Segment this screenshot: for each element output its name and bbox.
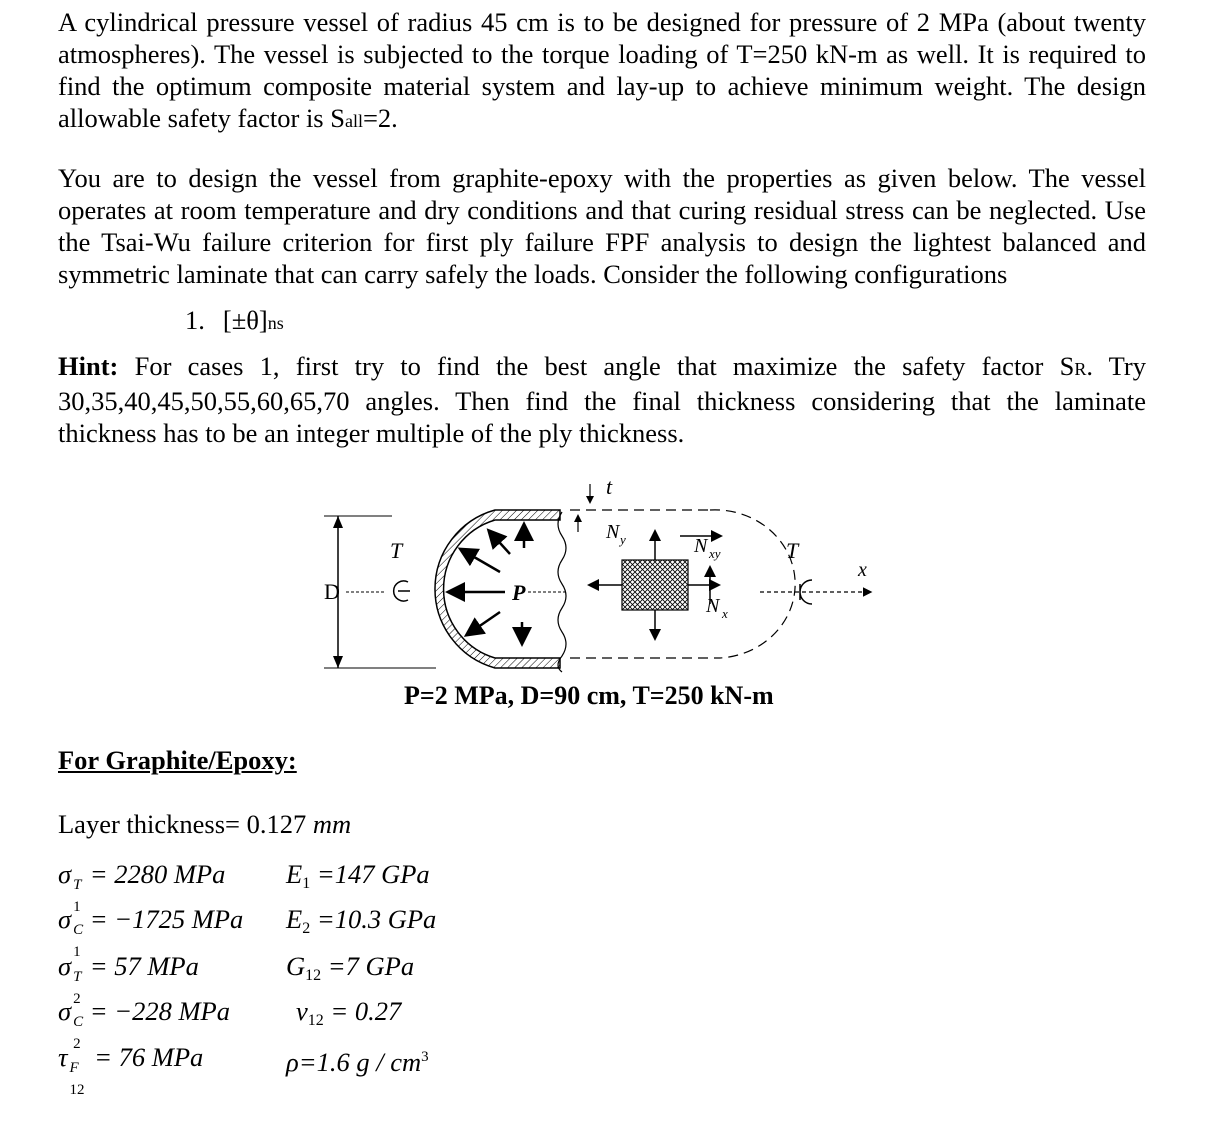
label-Nx-sub: x <box>722 606 728 621</box>
sigma1-compression: σ C 1 = −1725 MPa <box>58 904 244 960</box>
material-title: For Graphite/Epoxy: <box>58 745 297 775</box>
list-layup: [±θ] <box>222 305 268 335</box>
p1-sub: all <box>344 111 363 131</box>
label-D: D <box>324 579 340 604</box>
label-t: t <box>606 474 613 499</box>
problem-paragraph-2: You are to design the vessel from graphite-epoxy with the properties as given below. The vessel operates at room temperature and dry conditions and that curing residual stress can be neglected. Use the Tsai-Wu failure criterion for first ply failure FPF analysis to design the lightest balanced and symmetric laminate that can carry safely the loads. Consider the following configurations <box>58 163 1146 289</box>
E2-value: =10.3 GPa <box>316 904 437 934</box>
stress-element <box>622 560 688 610</box>
cylinder-right-end <box>710 510 795 658</box>
s2c-value: = −228 MPa <box>89 996 230 1026</box>
p1-text: A cylindrical pressure vessel of radius 45 cm is to be designed for pressure of 2 MPa (about twenty atmospheres). The vessel is subjected to the torque loading of T=250 kN-m as well. It is required to find the optimum composite material system and lay-up to achieve minimum weight. The design allowable safety factor is S <box>58 7 1146 133</box>
sigma2-compression: σ C 2 = −228 MPa <box>58 996 230 1052</box>
rho-value: =1.6 g / cm <box>298 1046 422 1077</box>
diameter-arrow-bottom <box>333 656 343 668</box>
problem-paragraph-1 <box>58 6 1146 137</box>
modulus-E2: E2 =10.3 GPa <box>286 904 437 937</box>
v12-value: = 0.27 <box>330 996 402 1026</box>
thickness-arrowhead-top <box>586 496 594 504</box>
configuration-item-1 <box>185 304 284 339</box>
s1c-value: = −1725 MPa <box>89 904 244 934</box>
layer-thickness <box>58 808 351 840</box>
diagram-caption: P=2 MPa, D=90 cm, T=250 kN-m <box>404 681 774 710</box>
sigma1-tension: σ T 1 = 2280 MPa <box>58 859 226 915</box>
vessel-end-cap <box>435 510 560 668</box>
label-Nx: N <box>706 595 720 617</box>
thickness-arrowhead-bottom <box>574 514 582 522</box>
hint-sub: R <box>1074 359 1087 379</box>
list-sub: ns <box>267 313 284 333</box>
label-x: x <box>858 559 867 581</box>
poisson-v12: ν12 = 0.27 <box>296 996 402 1029</box>
t12-value: = 76 MPa <box>94 1042 204 1072</box>
torque-symbol-left <box>394 581 410 601</box>
hint-text-2: . Try 30,35,40,45,50,55,60,65,70 angles. Then find the final thickness considering that the laminate thickness has to be an integer multiple of the ply thickness. <box>58 351 1147 448</box>
modulus-G12: G12 =7 GPa <box>286 951 415 984</box>
density-rho: ρ=1.6 g / $cm^3$ <box>286 1046 429 1077</box>
s1t-value: = 2280 MPa <box>89 859 226 889</box>
label-T-right: T <box>786 538 799 563</box>
label-P: P <box>512 580 526 605</box>
G12-value: =7 GPa <box>327 951 415 981</box>
diameter-arrow-top <box>333 516 343 528</box>
modulus-E1: E1 =147 GPa <box>286 859 430 892</box>
rho-exponent: 3 <box>421 1049 429 1065</box>
layer-unit: mm <box>312 809 352 839</box>
label-Nxy: N <box>694 535 708 557</box>
label-T-left: T <box>390 538 403 563</box>
hint-paragraph <box>58 350 1146 449</box>
E1-value: =147 GPa <box>316 859 430 889</box>
label-Ny-sub: y <box>620 532 626 547</box>
tau12-shear: τ F 12 = 76 MPa <box>58 1042 204 1098</box>
label-Ny: N <box>606 521 620 543</box>
label-Nxy-sub: xy <box>709 546 721 561</box>
list-number: 1. <box>185 305 205 335</box>
s2t-value: = 57 MPa <box>89 951 199 981</box>
hint-label: Hint: <box>58 351 119 381</box>
pressure-vessel-diagram <box>300 472 900 682</box>
sigma2-tension: σ T 2 = 57 MPa <box>58 951 199 1007</box>
hint-text-1: For cases 1, first try to find the best angle that maximize the safety factor S <box>134 351 1075 381</box>
p1-end: =2. <box>362 103 398 133</box>
layer-label: Layer thickness= 0.127 <box>58 809 313 839</box>
